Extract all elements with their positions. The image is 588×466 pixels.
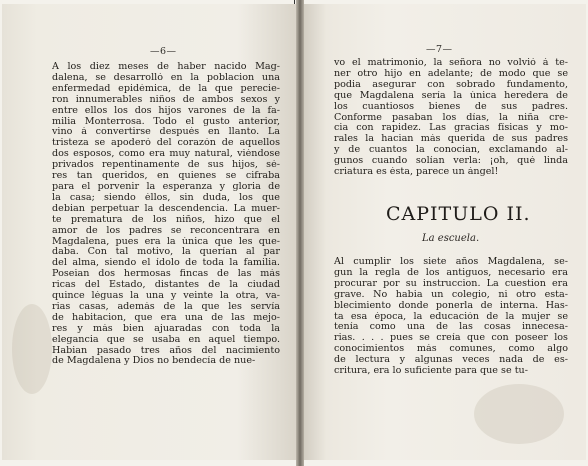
text-line: entre ellos los dos hijos varones de la fa- xyxy=(52,105,280,116)
text-line: blecimiento donde ponerla de interna. Has- xyxy=(334,300,568,311)
text-line: los cuantiosos bienes de sus padres. xyxy=(334,101,568,112)
text-line: dalena, se desarrolló en la poblacion una xyxy=(52,72,280,83)
text-line: rias casas, además de la que les servía xyxy=(52,301,280,312)
text-line: la casa; siendo éllos, sin duda, los que xyxy=(52,192,280,203)
text-line: A los diez meses de haber nacido Mag- xyxy=(52,62,280,72)
book-gutter xyxy=(296,0,304,466)
text-line: ner otro hijo en adelante; de modo que se xyxy=(334,68,568,79)
text-line: ta esa época, la educación de la mujer se xyxy=(334,311,568,322)
text-line: res y más bien ajuaradas con toda la xyxy=(52,323,280,334)
text-line: gun la regla de los antiguos, necesario era xyxy=(334,267,568,278)
text-line: rales la hacian más querida de sus padres xyxy=(334,134,568,145)
text-line: te prematura de los niños, hizo que el xyxy=(52,214,280,225)
text-line: del alma, siendo el ídolo de toda la familia. xyxy=(52,258,280,269)
left-page xyxy=(2,4,296,460)
text-line: de Magdalena y Dios no bendecía de nue- xyxy=(52,356,256,367)
text-line: Conforme pasaban los días, la niña cre- xyxy=(334,112,568,123)
right-page-body-top xyxy=(334,58,568,178)
chapter-subtitle: La escuela. xyxy=(422,233,480,244)
left-page-body xyxy=(52,62,280,367)
text-line: cia con rapidez. Las gracias físicas y mo- xyxy=(334,123,568,134)
text-line: tristeza se apoderó del corazón de aquellos xyxy=(52,138,280,149)
text-line: res tan queridos, en quienes se cifraba xyxy=(52,171,280,182)
text-line: gunos cuando solían verla: ¡oh, qué linda xyxy=(334,156,568,167)
text-line: rias. . . . pues se creía que con poseer los xyxy=(334,333,568,344)
text-line: que Magdalena sería la única heredera de xyxy=(334,90,568,101)
text-line: tenía como una de las cosas innecesa- xyxy=(334,322,568,333)
text-line: Poseian dos hermosas fincas de las más xyxy=(52,269,280,280)
text-line: para el porvenir la esperanza y gloria de xyxy=(52,181,280,192)
text-line: vino á convertirse después en llanto. La xyxy=(52,127,280,138)
page-stain xyxy=(12,304,52,394)
text-line: grave. No habia un colegio, ni otro esta- xyxy=(334,289,568,300)
text-line: procurar por su instruccion. La cuestion era xyxy=(334,278,568,289)
text-line: milia Monterrosa. Todo el gusto anterior, xyxy=(52,116,280,127)
right-page-number: —7— xyxy=(426,44,453,55)
text-line: vo el matrimonio, la señora no volvió á te- xyxy=(334,58,568,68)
text-line: y de cuantos la conocian, exclamando al- xyxy=(334,145,568,156)
text-line: enfermedad epidémica, de la que perecie- xyxy=(52,83,280,94)
text-line: podia asegurar con sobrado fundamento, xyxy=(334,79,568,90)
text-line: debian perpetuar la descendencia. La muer- xyxy=(52,203,280,214)
text-line: ricas del Estado, distantes de la ciudad xyxy=(52,280,280,291)
text-line: Habian pasado tres años del nacimiento xyxy=(52,345,280,356)
text-line: quince léguas la una y veinte la otra, va- xyxy=(52,291,280,302)
text-line: Magdalena, pues era la única que les que- xyxy=(52,236,280,247)
text-line: daba. Con tal motivo, la querían al par xyxy=(52,247,280,258)
text-line: criatura es ésta, parece un ángel! xyxy=(334,167,499,178)
text-line: privados repentinamente de sus hijos, sé- xyxy=(52,160,280,171)
chapter-title: CAPITULO II. xyxy=(386,203,531,225)
left-page-number: —6— xyxy=(150,46,177,57)
text-line: dos esposos, como era muy natural, viéndose xyxy=(52,149,280,160)
text-line: critura, era lo suficiente para que se tu- xyxy=(334,366,528,377)
right-page-body-bottom xyxy=(334,257,568,377)
text-line: conocimientos más comunes, como algo xyxy=(334,344,568,355)
text-line: amor de los padres se reconcentrara en xyxy=(52,225,280,236)
text-line: elegancia que se usaba en aquel tiempo. xyxy=(52,334,280,345)
right-page xyxy=(304,4,586,460)
page-stain xyxy=(474,384,564,444)
text-line: Al cumplir los siete años Magdalena, se- xyxy=(334,257,568,267)
text-line: de habitacion, que era una de las mejo- xyxy=(52,312,280,323)
text-line: de lectura y algunas veces nada de es- xyxy=(334,355,568,366)
text-line: ron innumerables niños de ambos sexos y xyxy=(52,94,280,105)
